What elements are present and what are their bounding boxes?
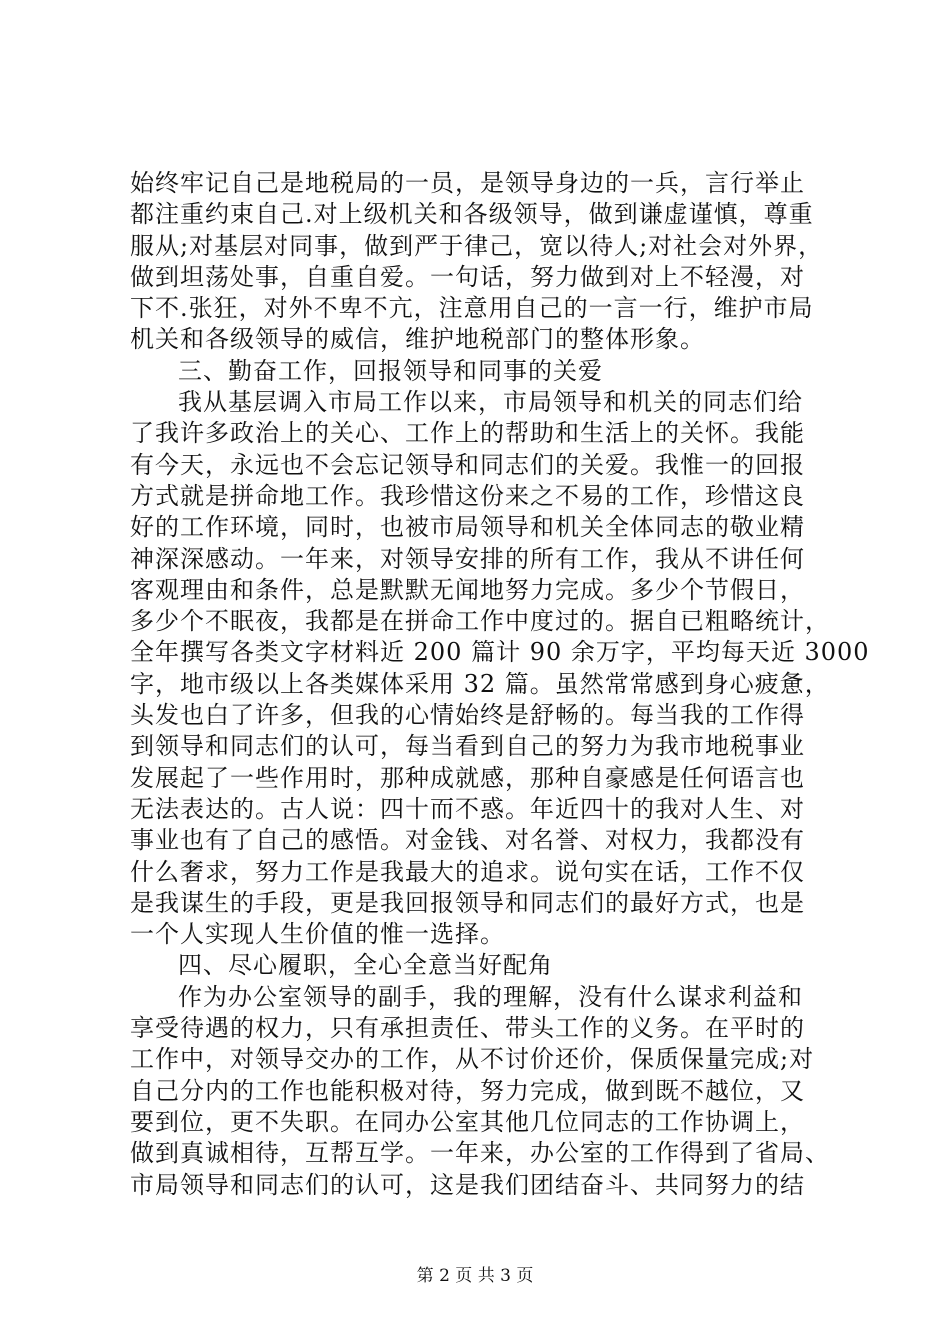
text-line: 市局领导和同志们的认可，这是我们团结奋斗、共同努力的结 (130, 1170, 805, 1199)
text-line: 机关和各级领导的威信，维护地税部门的整体形象。 (130, 325, 705, 354)
text-line: 有今天，永远也不会忘记领导和同志们的关爱。我惟一的回报 (130, 450, 805, 479)
text-line: 都注重约束自己.对上级机关和各级领导，做到谦虚谨慎，尊重 (130, 200, 814, 229)
text-line: 自己分内的工作也能积极对待，努力完成，做到既不越位，又 (130, 1076, 805, 1105)
text-line: 头发也白了许多，但我的心情始终是舒畅的。每当我的工作得 (130, 701, 805, 730)
text-line: 全年撰写各类文字材料近 200 篇计 90 余万字，平均每天近 3000 (130, 638, 870, 667)
text-line: 作为办公室领导的副手，我的理解，没有什么谋求利益和 (178, 982, 803, 1011)
text-line: 享受待遇的权力，只有承担责任、带头工作的义务。在平时的 (130, 1014, 805, 1043)
text-line: 做到坦荡处事，自重自爱。一句话，努力做到对上不轻漫，对 (130, 262, 805, 291)
text-line: 工作中，对领导交办的工作，从不讨价还价，保质保量完成;对 (130, 1045, 815, 1074)
text-line: 下不.张狂，对外不卑不亢，注意用自己的一言一行，维护市局 (130, 294, 814, 323)
page-number: 第 2 页 共 3 页 (416, 1266, 534, 1286)
text-line: 服从;对基层对同事，做到严于律己，宽以待人;对社会对外界， (130, 231, 824, 260)
text-line: 神深深感动。一年来，对领导安排的所有工作，我从不讲任何 (130, 544, 805, 573)
text-line: 要到位，更不失职。在同办公室其他几位同志的工作协调上， (130, 1107, 805, 1136)
text-line: 事业也有了自己的感悟。对金钱、对名誉、对权力，我都没有 (130, 826, 805, 855)
text-line: 到领导和同志们的认可，每当看到自己的努力为我市地税事业 (130, 732, 805, 761)
text-line: 什么奢求，努力工作是我最大的追求。说句实在话，工作不仅 (130, 857, 805, 886)
text-line: 字，地市级以上各类媒体采用 32 篇。虽然常常感到身心疲惫， (130, 669, 830, 698)
text-line: 是我谋生的手段，更是我回报领导和同志们的最好方式，也是 (130, 888, 805, 917)
text-line: 我从基层调入市局工作以来，市局领导和机关的同志们给 (178, 388, 803, 417)
section-heading: 四、尽心履职，全心全意当好配角 (178, 951, 553, 980)
text-line: 始终牢记自己是地税局的一员，是领导身边的一兵，言行举止 (130, 169, 805, 197)
text-line: 多少个不眠夜，我都是在拼命工作中度过的。据自已粗略统计， (130, 607, 830, 636)
text-line: 方式就是拼命地工作。我珍惜这份来之不易的工作，珍惜这良 (130, 481, 805, 510)
section-heading: 三、勤奋工作，回报领导和同事的关爱 (178, 356, 603, 385)
document-body (130, 168, 870, 1201)
text-line: 客观理由和条件，总是默默无闻地努力完成。多少个节假日， (130, 575, 805, 604)
text-line: 好的工作环境，同时，也被市局领导和机关全体同志的敬业精 (130, 513, 805, 542)
text-line: 了我许多政治上的关心、工作上的帮助和生活上的关怀。我能 (130, 419, 805, 448)
text-line: 无法表达的。古人说：四十而不惑。年近四十的我对人生、对 (130, 794, 805, 823)
text-line: 一个人实现人生价值的惟一选择。 (130, 920, 505, 949)
text-line: 做到真诚相待，互帮互学。一年来，办公室的工作得到了省局、 (130, 1139, 830, 1168)
page-footer (0, 1265, 950, 1287)
text-line: 发展起了一些作用时，那种成就感，那种自豪感是任何语言也 (130, 763, 805, 792)
